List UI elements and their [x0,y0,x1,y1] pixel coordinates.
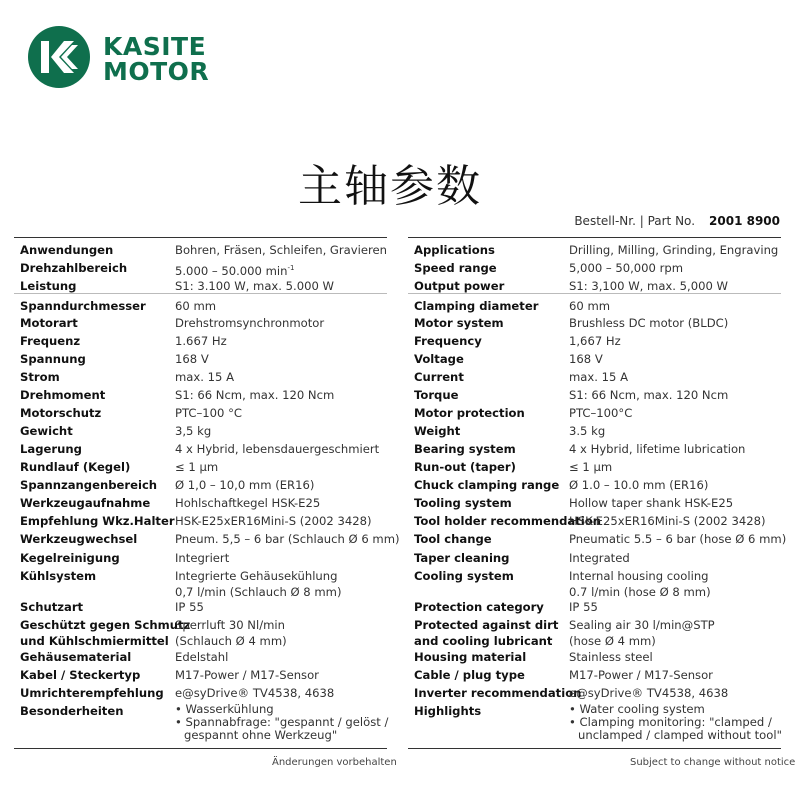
spec-value-line: 0,7 l/min (Schlauch Ø 8 mm) [175,585,342,599]
spec-label-line: Schutzart [20,600,84,614]
spec-label [414,278,504,294]
page-title: 主轴参数 [298,161,482,212]
spec-label-line: Protection category [414,600,544,614]
spec-label-line: Kühlsystem [20,569,97,583]
spec-label-line: Speed range [414,261,497,275]
spec-label [414,333,482,349]
kasite-logo-icon [28,26,90,88]
spec-value [569,477,708,493]
spec-value [175,703,388,742]
spec-row [408,293,781,313]
spec-value [175,649,228,665]
spec-label [414,405,525,421]
spec-label [20,495,150,511]
spec-value-line: Hohlschaftkegel HSK-E25 [175,496,321,510]
spec-value-line: Integrated [569,551,630,565]
spec-label [20,333,80,349]
spec-value-line: 1,667 Hz [569,334,621,348]
spec-label [20,531,137,547]
spec-value-line: Internal housing cooling [569,569,709,583]
spec-label [20,685,164,701]
spec-value-line: (hose Ø 4 mm) [569,634,656,648]
spec-label [414,495,512,511]
spec-value [175,369,234,385]
spec-label-line: Werkzeugaufnahme [20,496,151,510]
spec-label-line: und Kühlschmiermittel [20,634,169,648]
spec-value-line: 5.000 – 50.000 min [175,263,288,278]
spec-label [414,351,464,367]
spec-label-line: Cooling system [414,569,514,583]
spec-value-line: S1: 3.100 W, max. 5.000 W [175,279,335,293]
spec-value [569,459,612,475]
spec-label-line: Drehmoment [20,388,106,402]
spec-value-line: 60 mm [175,299,217,313]
spec-value-line: Drilling, Milling, Grinding, Engraving [569,243,779,257]
spec-label-line: Drehzahlbereich [20,261,128,275]
spec-value [569,649,653,665]
spec-value [569,405,632,421]
part-number-value: 2001 8900 [709,214,780,228]
highlight-bullet-line: • Wasserkühlung [175,702,274,716]
spec-label-line: Spannzangenbereich [20,478,158,492]
spec-value [175,617,287,649]
spec-label-line: Motor protection [414,406,525,420]
table-bottom-line-german [14,748,387,749]
spec-label-line: Rundlauf (Kegel) [20,460,131,474]
spec-label-line: Anwendungen [20,243,114,257]
spec-value-line: PTC–100°C [569,406,633,420]
spec-label [414,260,497,276]
spec-label [414,315,504,331]
spec-label [20,667,140,683]
spec-label-line: Housing material [414,650,527,664]
highlight-bullet-line: • Spannabfrage: "gespannt / gelöst / [175,715,389,729]
footnote-german: Änderungen vorbehalten [272,757,397,768]
spec-value-line: (Schlauch Ø 4 mm) [175,634,287,648]
spec-label-line: Werkzeugwechsel [20,532,138,546]
spec-label [20,278,76,294]
spec-label [20,513,175,529]
spec-label [414,298,538,314]
spec-value [569,531,786,547]
spec-value-line: ≤ 1 µm [569,460,613,474]
spec-label-line: Bearing system [414,442,516,456]
spec-label-line: Motor system [414,316,504,330]
spec-label [414,531,492,547]
spec-label [20,649,131,665]
spec-value [175,685,334,701]
spec-value [175,333,227,349]
spec-label-line: Motorart [20,316,78,330]
spec-value [175,459,218,475]
spec-label-line: Output power [414,279,505,293]
spec-label [20,459,130,475]
spec-value [569,703,782,742]
spec-value [175,387,334,403]
spec-value-line: Hollow taper shank HSK-E25 [569,496,734,510]
brand-line-1: KASITE [103,32,207,61]
spec-row [14,293,387,313]
spec-value-line: 5,000 – 50,000 rpm [569,261,684,275]
spec-label-line: Weight [414,424,461,438]
spec-value [569,260,683,276]
spec-value [175,441,379,457]
spec-value-line: 168 V [569,352,603,366]
spec-label-line: Motorschutz [20,406,102,420]
spec-value [569,333,621,349]
spec-value-line: 4 x Hybrid, lifetime lubrication [569,442,746,456]
spec-value-line: Ø 1.0 – 10.0 mm (ER16) [569,478,709,492]
part-number [574,214,780,228]
spec-label-line: Strom [20,370,60,384]
spec-value-line: max. 15 A [175,370,234,384]
spec-label-line: and cooling lubricant [414,634,553,648]
spec-label-line: Lagerung [20,442,82,456]
spec-table-german [14,237,400,742]
spec-label [414,703,481,719]
spec-value-line: Pneum. 5,5 – 6 bar (Schlauch Ø 6 mm) [175,532,400,546]
spec-value [569,495,733,511]
spec-value [569,315,728,331]
spec-value-line: 0.7 l/min (hose Ø 8 mm) [569,585,711,599]
spec-value-line: M17-Power / M17-Sensor [569,668,713,682]
spec-label-line: Frequency [414,334,482,348]
spec-label [20,423,73,439]
spec-value [175,405,242,421]
spec-value [175,531,400,547]
spec-label-line: Chuck clamping range [414,478,560,492]
spec-value-line: Stainless steel [569,650,653,664]
spec-value-line: 3.5 kg [569,424,606,438]
spec-value-line-with-sup [175,260,294,279]
spec-value [569,298,610,314]
spec-value-line: 3,5 kg [175,424,212,438]
spec-label [20,703,123,719]
highlight-bullet-line: • Clamping monitoring: "clamped / [569,715,772,729]
spec-value [175,423,211,439]
spec-value-line: Integrierte Gehäusekühlung [175,569,338,583]
spec-label [20,550,120,566]
spec-label-line: Besonderheiten [20,704,124,718]
spec-label [414,477,559,493]
spec-value-line: Edelstahl [175,650,229,664]
spec-label [414,667,525,683]
spec-value [569,599,598,615]
spec-value [569,667,713,683]
spec-label [414,568,514,584]
spec-label [20,387,105,403]
spec-label [414,617,558,649]
spec-label [414,369,464,385]
spec-label-line: Current [414,370,464,384]
spec-value [569,617,715,649]
spec-label [414,685,581,701]
spec-value-line: IP 55 [569,600,598,614]
unit-superscript: -1 [287,264,295,272]
spec-label [20,568,96,584]
spec-label-line: Highlights [414,704,482,718]
spec-label-line: Frequenz [20,334,81,348]
spec-label-line: Kegelreinigung [20,551,120,565]
spec-value-line: IP 55 [175,600,204,614]
spec-label-line: Cable / plug type [414,668,525,682]
spec-label [20,477,157,493]
spec-label-line: Umrichterempfehlung [20,686,164,700]
spec-label [414,550,509,566]
spec-label [414,599,544,615]
spec-label-line: Spanndurchmesser [20,299,146,313]
spec-label [414,441,516,457]
spec-value-line: Ø 1,0 – 10,0 mm (ER16) [175,478,315,492]
spec-label-line: Tool holder recommendation [414,514,601,528]
spec-value-line: Integriert [175,551,230,565]
spec-label-line: Empfehlung Wkz.Halter [20,514,175,528]
spec-value-line: Sperrluft 30 Nl/min [175,618,285,632]
spec-value-line: 1.667 Hz [175,334,227,348]
spec-label-line: Protected against dirt [414,618,559,632]
spec-value [569,568,711,600]
spec-label-line: Applications [414,243,495,257]
spec-value [175,599,204,615]
brand-name [103,34,209,84]
spec-label [20,405,101,421]
spec-value-line: Bohren, Fräsen, Schleifen, Gravieren [175,243,387,257]
spec-label-line: Leistung [20,279,77,293]
spec-label-line: Tooling system [414,496,512,510]
spec-value-line: Brushless DC motor (BLDC) [569,316,729,330]
spec-value [569,685,728,701]
highlight-bullet-line: • Water cooling system [569,702,705,716]
spec-label-line: Geschützt gegen Schmutz [20,618,191,632]
spec-value-line: ≤ 1 µm [175,460,219,474]
spec-value [569,369,628,385]
table-bottom-line-english [408,748,781,749]
spec-label [20,260,127,276]
spec-value-line: PTC–100 °C [175,406,242,420]
spec-label-line: Torque [414,388,459,402]
spec-value [569,423,605,439]
spec-label-line: Gewicht [20,424,73,438]
spec-label [414,387,458,403]
spec-label-line: Taper cleaning [414,551,510,565]
spec-value [569,242,778,258]
spec-label-line: Run-out (taper) [414,460,516,474]
spec-value-line: S1: 66 Ncm, max. 120 Ncm [569,388,729,402]
spec-label [414,459,516,475]
footnote-english: Subject to change without notice [630,757,796,768]
spec-value-line: max. 15 A [569,370,628,384]
spec-value-line: Drehstromsynchronmotor [175,316,325,330]
spec-value [175,315,324,331]
spec-value-line: HSK-E25xER16Mini-S (2002 3428) [175,514,372,528]
spec-value-line: S1: 66 Ncm, max. 120 Ncm [175,388,335,402]
spec-label-line: Spannung [20,352,86,366]
spec-value [175,278,334,294]
spec-label-line: Gehäusematerial [20,650,132,664]
spec-label [414,242,495,258]
spec-label [20,617,190,649]
spec-value-line: HSK-E25xER16Mini-S (2002 3428) [569,514,766,528]
spec-value-line: M17-Power / M17-Sensor [175,668,319,682]
spec-value-line: 4 x Hybrid, lebensdauergeschmiert [175,442,380,456]
highlight-bullet-line: gespannt ohne Werkzeug" [184,728,338,742]
spec-value [175,568,341,600]
spec-value [175,667,319,683]
spec-value-line: e@syDrive® TV4538, 4638 [569,686,729,700]
spec-value [569,351,603,367]
spec-label [20,351,86,367]
spec-table-english [408,237,787,742]
spec-label [414,649,526,665]
spec-label-line: Clamping diameter [414,299,539,313]
spec-value-line: S1: 3,100 W, max. 5,000 W [569,279,729,293]
spec-label [414,423,460,439]
spec-value-line: e@syDrive® TV4538, 4638 [175,686,335,700]
spec-value [175,495,320,511]
spec-label [20,242,113,258]
spec-label [20,298,146,314]
part-number-label: Bestell-Nr. | Part No. [574,214,696,228]
spec-label [20,441,82,457]
spec-label-line: Kabel / Steckertyp [20,668,141,682]
spec-value [175,298,216,314]
spec-value [569,278,728,294]
spec-value [175,351,209,367]
spec-value-line: Pneumatic 5.5 – 6 bar (hose Ø 6 mm) [569,532,787,546]
spec-label-line: Inverter recommendation [414,686,582,700]
spec-value [569,441,745,457]
spec-value-line: Sealing air 30 l/min@STP [569,618,715,632]
spec-label [20,599,83,615]
spec-value-line: 168 V [175,352,209,366]
spec-value [569,513,765,529]
spec-value [175,477,314,493]
spec-value [175,513,371,529]
spec-label-line: Voltage [414,352,464,366]
spec-value [175,550,229,566]
spec-value [569,387,728,403]
highlight-bullet-line: unclamped / clamped without tool" [578,728,782,742]
spec-label [20,315,78,331]
spec-value [175,260,294,279]
spec-value [175,242,387,258]
spec-value-line: 60 mm [569,299,611,313]
brand-line-2: MOTOR [103,57,210,86]
spec-value [569,550,630,566]
spec-label [20,369,60,385]
spec-label-line: Tool change [414,532,492,546]
